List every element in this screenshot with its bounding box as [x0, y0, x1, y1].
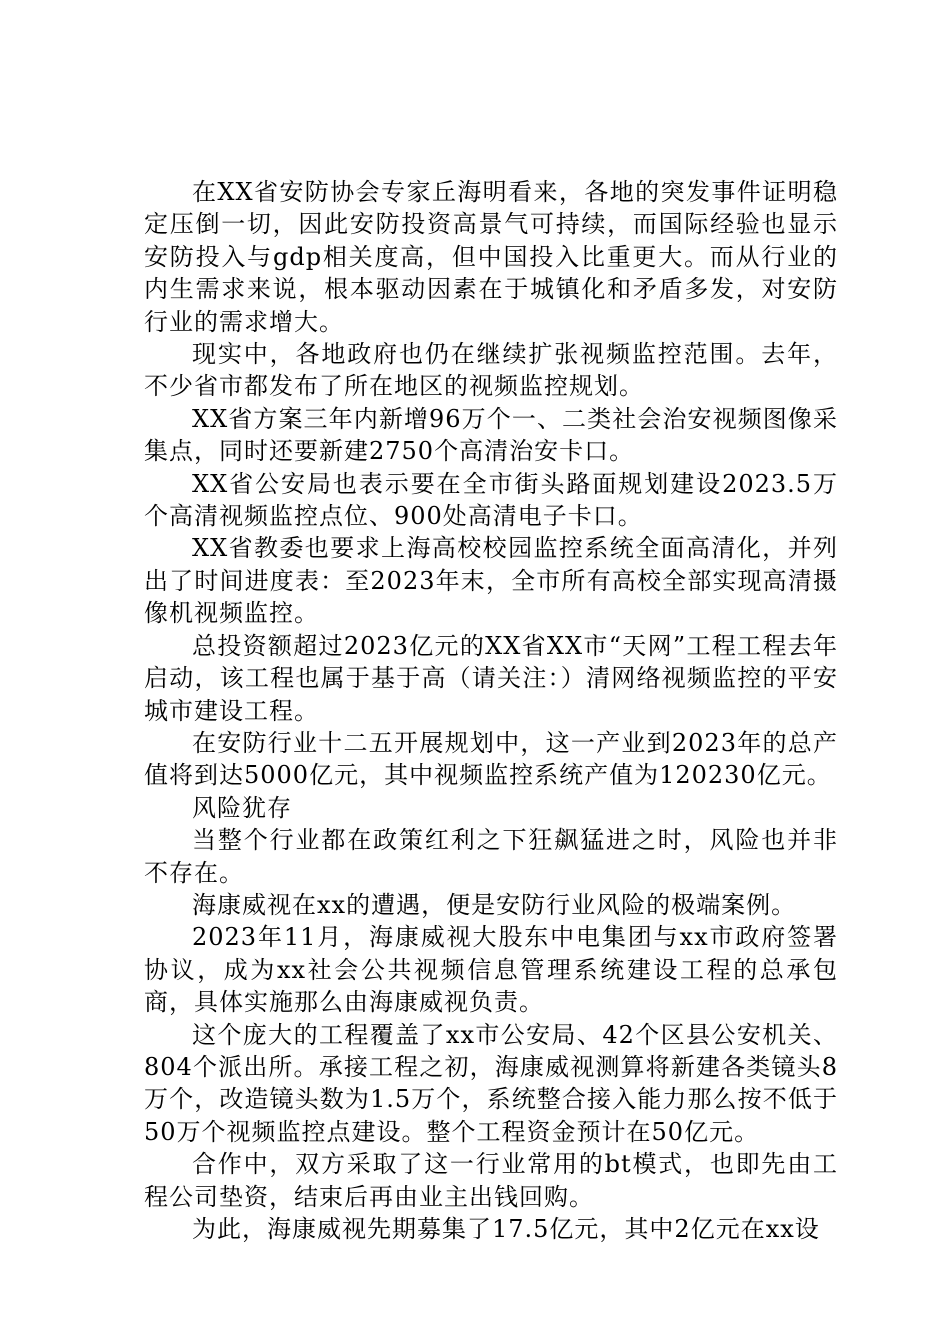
paragraph-hikvision-case: 海康威视在xx的遭遇，便是安防行业风险的极端案例。	[192, 890, 797, 919]
paragraph-industry-plan: 在安防行业十二五开展规划中，这一产业到2023年的总产值将到达5000亿元，其中视频监控系统产值为120230亿元。	[144, 728, 838, 790]
paragraph-expert-view: 在XX省安防协会专家丘海明看来，各地的突发事件证明稳定压倒一切，因此安防投资高景气可持续，而国际经验也显示安防投入与gdp相关度高，但中国投入比重更大。而从行业的内生需求来说，根本驱动因素在于城镇化和矛盾多发，对安防行业的需求增大。	[144, 178, 838, 336]
paragraph-agreement: 2023年11月，海康威视大股东中电集团与xx市政府签署协议，成为xx社会公共视频信息管理系统建设工程的总承包商，具体实施那么由海康威视负责。	[144, 923, 838, 1017]
section-heading-risk: 风险犹存	[192, 793, 292, 822]
paragraph-province-plan: XX省方案三年内新增96万个一、二类社会治安视频图像采集点，同时还要新建2750个高清治安卡口。	[144, 404, 838, 466]
paragraph-government-expansion: 现实中，各地政府也仍在继续扩张视频监控范围。去年，不少省市都发布了所在地区的视频监控规划。	[144, 340, 838, 401]
paragraph-risk-exists: 当整个行业都在政策红利之下狂飙猛进之时，风险也并非不存在。	[144, 826, 838, 887]
paragraph-project-scope: 这个庞大的工程覆盖了xx市公安局、42个区县公安机关、804个派出所。承接工程之初，海康威视测算将新建各类镜头8万个，改造镜头数为1.5万个，系统整合接入能力那么按不低于50万个视频监控点建设。整个工程资金预计在50亿元。	[144, 1020, 838, 1146]
paragraph-skynet-project: 总投资额超过2023亿元的XX省XX市“天网”工程工程去年启动，该工程也属于基于高（请关注：）清网络视频监控的平安城市建设工程。	[144, 631, 838, 725]
document-body	[144, 176, 838, 1245]
paragraph-funding: 为此，海康威视先期募集了17.5亿元，其中2亿元在xx设	[192, 1215, 820, 1243]
paragraph-education-commission: XX省教委也要求上海高校校园监控系统全面高清化，并列出了时间进度表：至2023年末，全市所有高校全部实现高清摄像机视频监控。	[144, 534, 838, 628]
paragraph-public-security-bureau: XX省公安局也表示要在全市街头路面规划建设2023.5万个高清视频监控点位、900处高清电子卡口。	[144, 469, 838, 531]
paragraph-bt-model: 合作中，双方采取了这一行业常用的bt模式，也即先由工程公司垫资，结束后再由业主出钱回购。	[144, 1150, 838, 1211]
